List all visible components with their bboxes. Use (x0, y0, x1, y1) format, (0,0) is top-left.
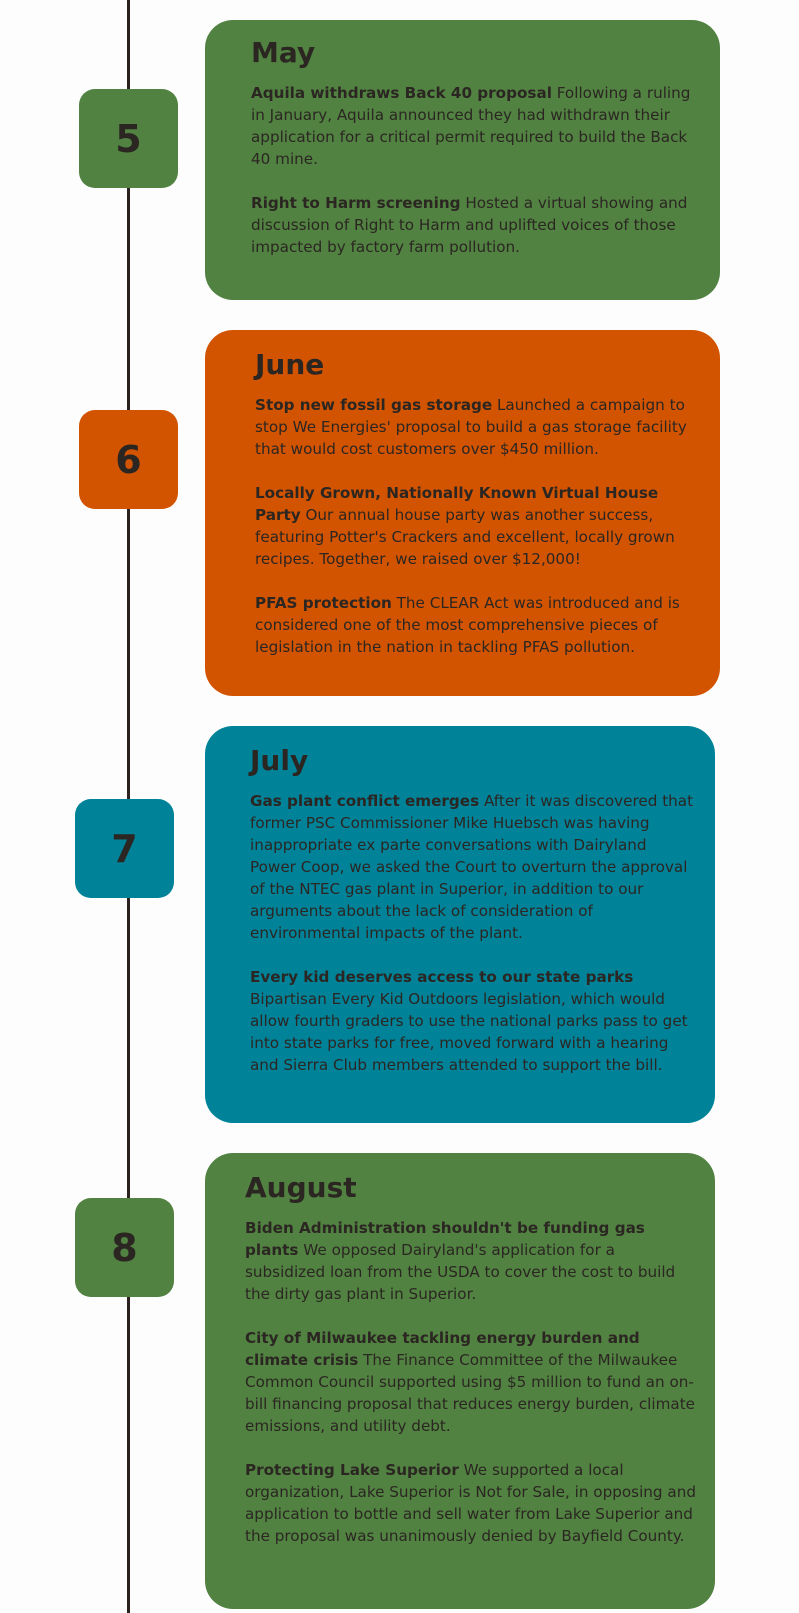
month-badge-may (79, 89, 178, 188)
entry-text: Bipartisan Every Kid Outdoors legislation, which would allow fourth graders to use the national parks pass to get into state parks for free, moved forward with a hearing and Sierra Club members attended to support the bill. (250, 990, 688, 1074)
month-number: 7 (111, 826, 138, 871)
entry-text: The CLEAR Act was introduced and is considered one of the most comprehensive pieces of legislation in the nation in tackling PFAS pollution. (255, 594, 680, 656)
entry-text: Hosted a virtual showing and discussion of Right to Harm and uplifted voices of those impacted by factory farm pollution. (251, 194, 688, 256)
month-card-may (205, 20, 720, 300)
timeline-entry (245, 1217, 697, 1305)
timeline-entry (245, 1459, 697, 1547)
month-number: 5 (115, 116, 142, 161)
timeline-entry (250, 790, 697, 944)
month-number: 6 (115, 437, 142, 482)
month-title: May (251, 36, 316, 69)
timeline-entry (245, 1327, 697, 1437)
entry-text: Following a ruling in January, Aquila announced they had withdrawn their application for a critical permit required to build the Back 40 mine. (251, 84, 691, 168)
timeline-entry (250, 966, 697, 1076)
entry-title: Every kid deserves access to our state parks (250, 968, 634, 986)
month-number: 8 (111, 1225, 138, 1270)
timeline-entry (255, 394, 700, 460)
month-badge-august (75, 1198, 174, 1297)
entry-text: After it was discovered that former PSC Commissioner Mike Huebsch was having inappropriate ex parte conversations with Dairyland Power Coop, we asked the Court to overturn the approval of the NTEC gas plant in Superior, in addition to our arguments about the lack of consideration of environmental impacts of the plant. (250, 792, 694, 942)
entry-title: Locally Grown, Nationally Known Virtual House Party (255, 484, 659, 524)
entry-text: The Finance Committee of the Milwaukee Common Council supported using $5 million to fund an on-bill financing proposal that reduces energy burden, climate emissions, and utility debt. (245, 1351, 696, 1435)
entry-title: Biden Administration shouldn't be funding gas plants (245, 1219, 645, 1259)
entry-title: Stop new fossil gas storage (255, 396, 493, 414)
entry-text: We opposed Dairyland's application for a subsidized loan from the USDA to cover the cost to build the dirty gas plant in Superior. (245, 1241, 676, 1303)
month-card-june (205, 330, 720, 696)
month-title: July (250, 744, 309, 777)
month-title: June (255, 348, 325, 381)
month-card-july (205, 726, 715, 1123)
timeline-entry (251, 192, 696, 258)
entry-title: Right to Harm screening (251, 194, 461, 212)
month-badge-july (75, 799, 174, 898)
entry-text: We supported a local organization, Lake Superior is Not for Sale, in opposing and application to bottle and sell water from Lake Superior and the proposal was unanimously denied by Bayfield County. (245, 1461, 696, 1545)
timeline-entry (251, 82, 696, 170)
entry-text: Our annual house party was another success, featuring Potter's Crackers and excellent, locally grown recipes. Together, we raised over $12,000! (255, 506, 675, 568)
entry-title: Protecting Lake Superior (245, 1461, 459, 1479)
entry-title: Gas plant conflict emerges (250, 792, 480, 810)
entry-text: Launched a campaign to stop We Energies' proposal to build a gas storage facility that would cost customers over $450 million. (255, 396, 687, 458)
entry-title: City of Milwaukee tackling energy burden and climate crisis (245, 1329, 640, 1369)
month-card-august (205, 1153, 715, 1609)
entry-title: PFAS protection (255, 594, 392, 612)
month-title: August (245, 1171, 357, 1204)
timeline-entry (255, 482, 700, 570)
timeline-entry (255, 592, 700, 658)
entry-title: Aquila withdraws Back 40 proposal (251, 84, 552, 102)
month-badge-june (79, 410, 178, 509)
